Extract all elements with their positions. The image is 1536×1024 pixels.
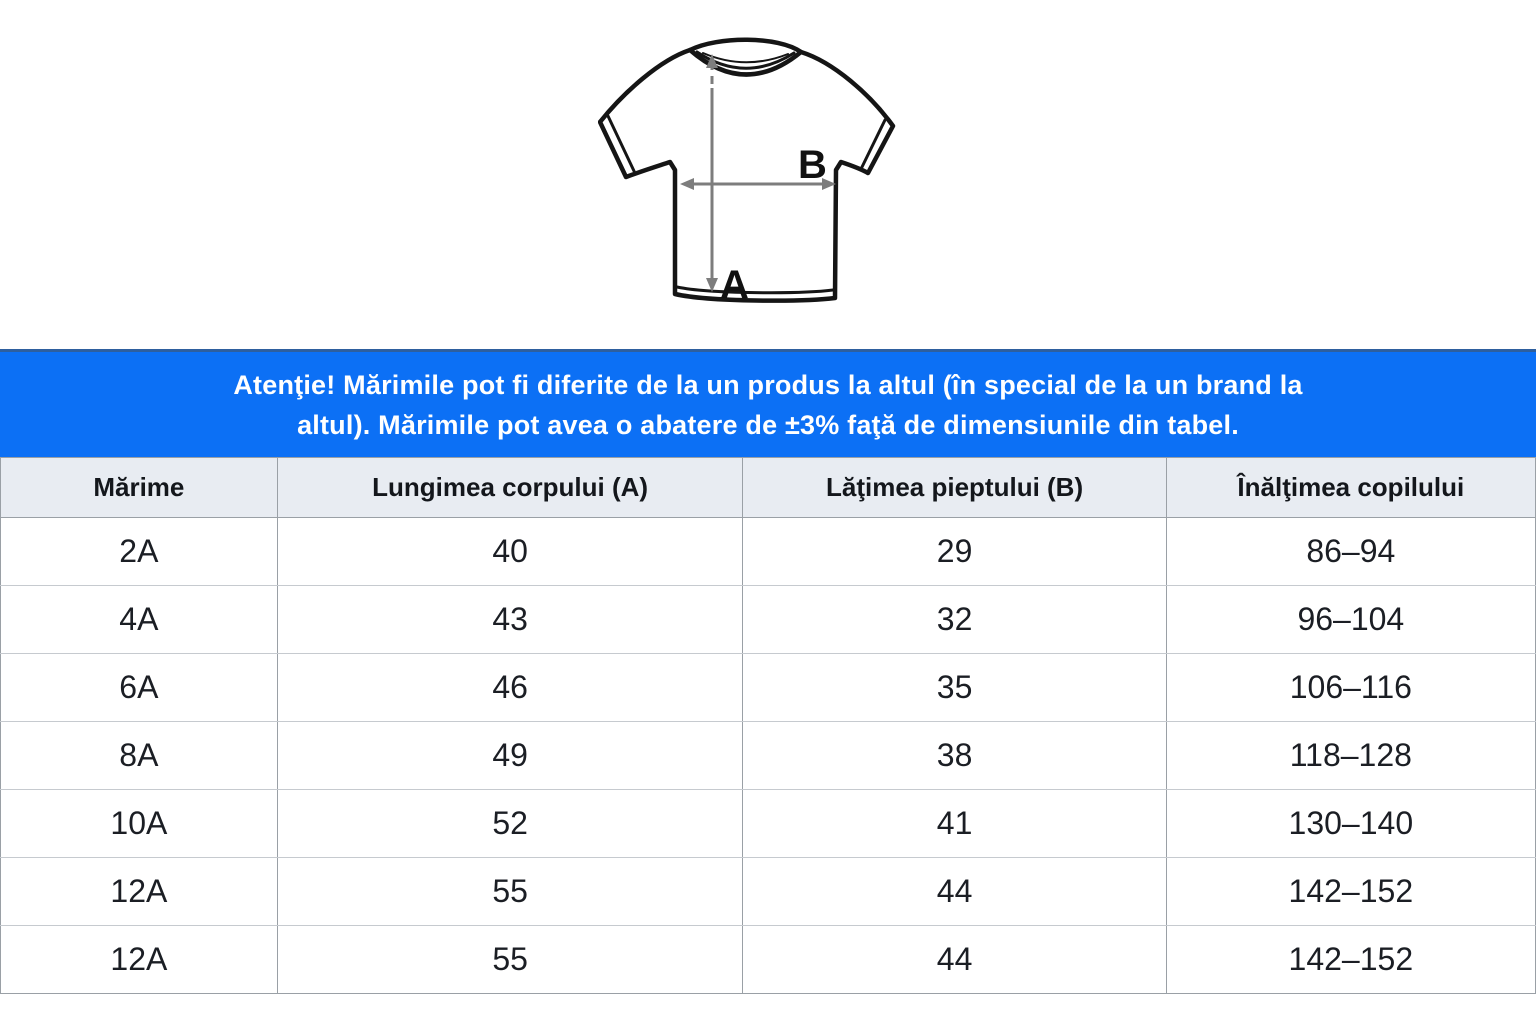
- table-row: [1, 858, 1536, 926]
- table-row: [1, 518, 1536, 586]
- cell-child-height: 130–140: [1166, 790, 1535, 858]
- cell-child-height: 142–152: [1166, 926, 1535, 994]
- cell-size: 8A: [1, 722, 278, 790]
- cell-chest-width: 29: [743, 518, 1166, 586]
- cell-child-height: 118–128: [1166, 722, 1535, 790]
- header-body-length: Lungimea corpului (A): [277, 458, 743, 518]
- cell-body-length: 52: [277, 790, 743, 858]
- cell-size: 12A: [1, 926, 278, 994]
- cell-chest-width: 38: [743, 722, 1166, 790]
- cell-body-length: 46: [277, 654, 743, 722]
- chest-width-label: B: [798, 143, 827, 187]
- cell-size: 12A: [1, 858, 278, 926]
- table-row: [1, 790, 1536, 858]
- cell-size: 2A: [1, 518, 278, 586]
- cell-body-length: 55: [277, 858, 743, 926]
- tshirt-outline: [600, 40, 893, 301]
- header-chest-width: Lăţimea pieptului (B): [743, 458, 1166, 518]
- cell-body-length: 40: [277, 518, 743, 586]
- cell-chest-width: 41: [743, 790, 1166, 858]
- cell-child-height: 96–104: [1166, 586, 1535, 654]
- tshirt-illustration: [598, 22, 938, 324]
- table-row: [1, 654, 1536, 722]
- notice-line-1: Atenţie! Mărimile pot fi diferite de la un produs la altul (în special de la un brand la: [233, 369, 1303, 400]
- size-table: [0, 457, 1536, 994]
- notice-line-2: altul). Mărimile pot avea o abatere de ±3% faţă de dimensiunile din tabel.: [297, 409, 1239, 440]
- cell-body-length: 43: [277, 586, 743, 654]
- cell-chest-width: 35: [743, 654, 1166, 722]
- cell-child-height: 142–152: [1166, 858, 1535, 926]
- tshirt-diagram: [0, 0, 1536, 349]
- cell-chest-width: 44: [743, 858, 1166, 926]
- cell-size: 6A: [1, 654, 278, 722]
- header-child-height: Înălţimea copilului: [1166, 458, 1535, 518]
- table-row: [1, 586, 1536, 654]
- body-length-label: A: [720, 263, 749, 307]
- cell-child-height: 86–94: [1166, 518, 1535, 586]
- cell-body-length: 49: [277, 722, 743, 790]
- header-row: [1, 458, 1536, 518]
- cell-chest-width: 32: [743, 586, 1166, 654]
- cell-size: 10A: [1, 790, 278, 858]
- notice-banner: [0, 349, 1536, 457]
- cell-chest-width: 44: [743, 926, 1166, 994]
- table-row: [1, 926, 1536, 994]
- cell-body-length: 55: [277, 926, 743, 994]
- table-row: [1, 722, 1536, 790]
- cell-size: 4A: [1, 586, 278, 654]
- cell-child-height: 106–116: [1166, 654, 1535, 722]
- header-size: Mărime: [1, 458, 278, 518]
